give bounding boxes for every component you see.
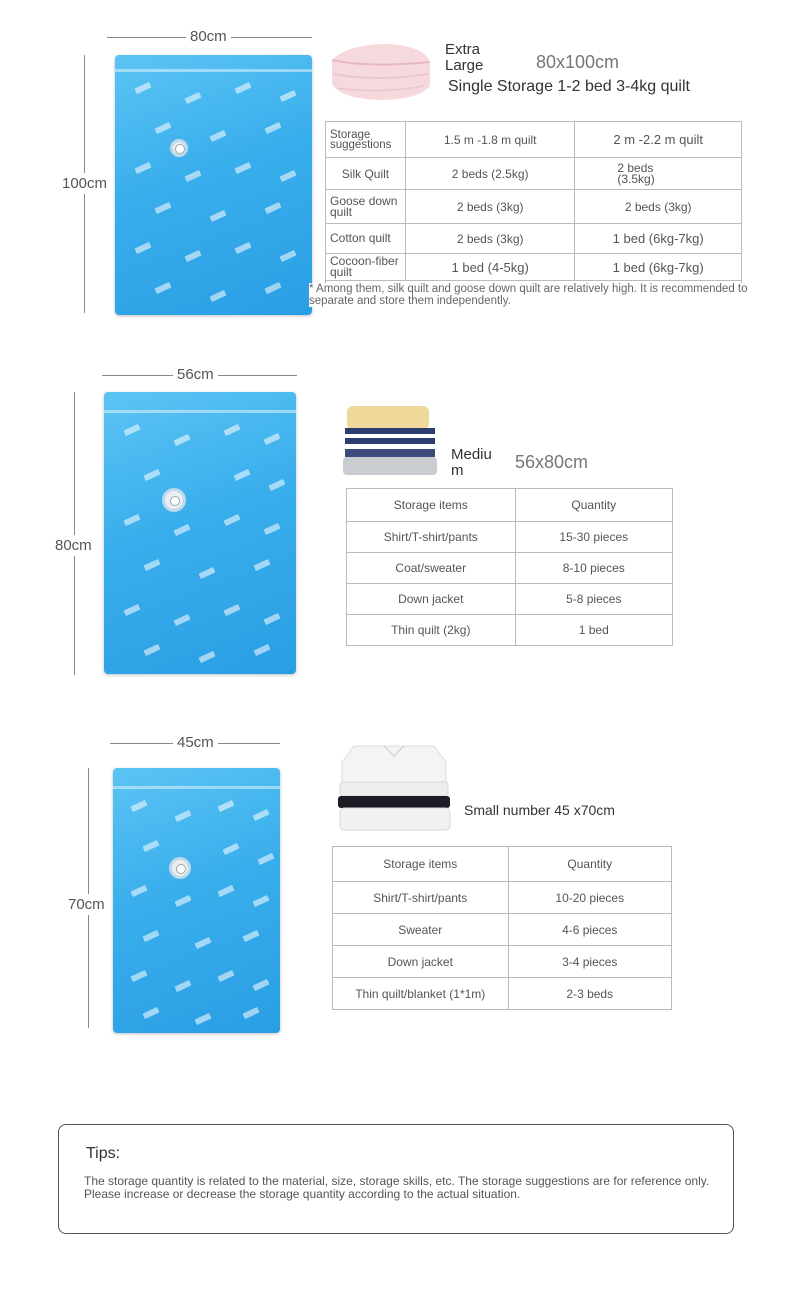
table-cell: 1 bed (4-5kg) — [405, 254, 574, 281]
md-width-label: 56cm — [173, 366, 218, 383]
sm-product-title: Small number 45 x70cm — [464, 802, 615, 818]
table-cell: 1 bed (6kg-7kg) — [575, 224, 742, 254]
sm-height-label: 70cm — [68, 896, 105, 913]
table-row — [326, 122, 742, 158]
table-header-row — [333, 847, 672, 882]
xl-storage-table — [325, 121, 742, 305]
table-cell: Thin quilt (2kg) — [347, 615, 516, 646]
table-cell: 1.5 m -1.8 m quilt — [405, 122, 574, 158]
table-cell: 2-3 beds — [508, 978, 671, 1010]
table-cell: Shirt/T-shirt/pants — [333, 882, 509, 914]
table-row — [333, 946, 672, 978]
xl-note: * Among them, silk quilt and goose down quilt are relatively high. It is recommended to separate and store them independently. — [309, 283, 779, 307]
table-row — [326, 254, 742, 281]
sm-storage-table — [332, 846, 672, 1010]
pink-quilt-image — [328, 38, 434, 104]
tips-box — [58, 1124, 734, 1234]
table-cell: 1 bed (6kg-7kg) — [575, 254, 742, 281]
tips-body: The storage quantity is related to the material, size, storage skills, etc. The storage suggestions are for reference only. Please increase or decrease the storage quantity according to the actual situation. — [84, 1174, 710, 1201]
xl-size: 80x100cm — [536, 52, 620, 72]
table-cell: 2 beds (3kg) — [575, 190, 742, 224]
table-cell: 10-20 pieces — [508, 882, 671, 914]
folded-clothes-image — [343, 404, 439, 478]
valve-icon — [170, 139, 188, 157]
table-cell: 3-4 pieces — [508, 946, 671, 978]
table-cell: 2 beds (2.5kg) — [405, 158, 574, 190]
table-cell: 2 m -2.2 m quilt — [575, 122, 742, 158]
table-row — [326, 158, 742, 190]
md-product-title: Mediu m — [451, 446, 492, 479]
md-vacuum-bag — [104, 392, 296, 674]
table-row — [333, 882, 672, 914]
table-cell: Storage suggestions — [326, 122, 406, 158]
table-row — [326, 190, 742, 224]
table-cell: Goose down quilt — [326, 190, 406, 224]
sm-width-label: 45cm — [173, 734, 218, 751]
table-row — [347, 584, 673, 615]
table-row — [326, 224, 742, 254]
xl-vacuum-bag — [115, 55, 312, 315]
tips-title: Tips: — [86, 1145, 121, 1162]
table-row — [333, 978, 672, 1010]
xl-width-label: 80cm — [186, 28, 231, 45]
table-cell: Sweater — [333, 914, 509, 946]
table-cell: Down jacket — [333, 946, 509, 978]
table-cell: Shirt/T-shirt/pants — [347, 522, 516, 553]
xl-height-label: 100cm — [62, 175, 108, 192]
table-cell: Silk Quilt — [326, 158, 406, 190]
table-cell: 5-8 pieces — [515, 584, 672, 615]
table-cell: 2 beds (3.5kg) — [575, 158, 742, 190]
folded-shirts-image — [334, 742, 454, 836]
table-cell: 1 bed — [515, 615, 672, 646]
table-header-row — [347, 489, 673, 522]
valve-icon — [169, 857, 191, 879]
table-row — [347, 553, 673, 584]
table-cell: Coat/sweater — [347, 553, 516, 584]
table-cell: Down jacket — [347, 584, 516, 615]
table-header: Quantity — [515, 489, 672, 522]
table-row — [333, 914, 672, 946]
sm-vacuum-bag — [113, 768, 280, 1033]
table-cell: 2 beds (3kg) — [405, 190, 574, 224]
valve-icon — [162, 488, 186, 512]
xl-subtitle: Single Storage 1-2 bed 3-4kg quilt — [448, 78, 690, 95]
md-size: 56x80cm — [515, 452, 589, 472]
table-cell: 4-6 pieces — [508, 914, 671, 946]
md-height-label: 80cm — [55, 537, 92, 554]
table-cell: 8-10 pieces — [515, 553, 672, 584]
xl-product-title: Extra Large — [445, 41, 484, 74]
table-row — [347, 615, 673, 646]
md-height-dim-line — [74, 392, 75, 675]
table-header: Storage items — [333, 847, 509, 882]
table-header: Storage items — [347, 489, 516, 522]
table-cell: Thin quilt/blanket (1*1m) — [333, 978, 509, 1010]
table-cell: Cotton quilt — [326, 224, 406, 254]
md-storage-table — [346, 488, 673, 646]
table-cell: 2 beds (3kg) — [405, 224, 574, 254]
table-cell: Cocoon-fiber quilt — [326, 254, 406, 281]
table-row — [347, 522, 673, 553]
table-cell: 15-30 pieces — [515, 522, 672, 553]
table-header: Quantity — [508, 847, 671, 882]
